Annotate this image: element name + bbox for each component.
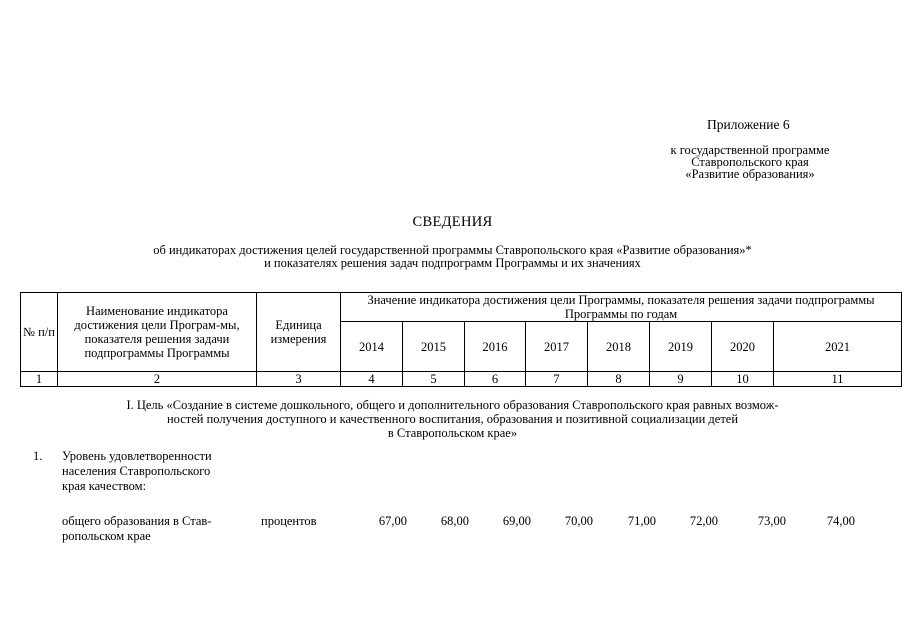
section-heading-line: ностей получения доступного и качественного воспитания, образования и позитивной социализации детей <box>166 412 739 426</box>
header-year: 2021 <box>774 322 902 372</box>
column-number: 3 <box>257 372 341 387</box>
indicator-table-header <box>20 292 902 387</box>
appendix-title: Приложение 6 <box>707 117 790 132</box>
section-heading-line: I. Цель «Создание в системе дошкольного, общего и дополнительного образования Ставропольского края равных возмож- <box>126 398 779 412</box>
document-title: СВЕДЕНИЯ <box>412 214 493 230</box>
header-values-group: Значение индикатора достижения цели Программы, показателя решения задачи подпрограммы Программы по годам <box>341 293 902 322</box>
column-number: 9 <box>650 372 712 387</box>
row-name-line: ропольском крае <box>62 529 151 543</box>
header-num: № п/п <box>21 293 58 372</box>
header-year: 2015 <box>403 322 465 372</box>
row-value-2019: 72,00 <box>689 514 718 528</box>
row-name-line: общего образования в Став- <box>62 514 212 528</box>
document-subtitle-line: об индикаторах достижения целей государственной программы Ставропольского края «Развитие образования»* <box>153 243 752 257</box>
header-year: 2020 <box>712 322 774 372</box>
column-number: 11 <box>774 372 902 387</box>
column-number: 1 <box>21 372 58 387</box>
row-value-2016: 69,00 <box>502 514 531 528</box>
column-number: 4 <box>341 372 403 387</box>
appendix-line: «Развитие образования» <box>685 167 815 181</box>
column-number: 2 <box>58 372 257 387</box>
row-number: 1. <box>33 449 43 463</box>
header-year: 2019 <box>650 322 712 372</box>
header-indicator-name: Наименование индикатора достижения цели Програм-мы, показателя решения задачи подпрограммы Программы <box>58 293 257 372</box>
row-name-line: Уровень удовлетворенности <box>62 449 212 463</box>
header-year: 2014 <box>341 322 403 372</box>
row-name-line: края качеством: <box>62 479 147 493</box>
column-number: 7 <box>526 372 588 387</box>
section-heading-line: в Ставропольском крае» <box>387 426 518 440</box>
appendix-line: Ставропольского края <box>691 155 809 169</box>
column-number: 10 <box>712 372 774 387</box>
column-number: 8 <box>588 372 650 387</box>
row-value-2014: 67,00 <box>378 514 407 528</box>
document-subtitle-line: и показателях решения задач подпрограмм Программы и их значениях <box>264 256 641 270</box>
header-year: 2016 <box>465 322 526 372</box>
row-value-2015: 68,00 <box>440 514 469 528</box>
header-unit: Единица измерения <box>257 293 341 372</box>
appendix-line: к государственной программе <box>670 143 830 157</box>
row-unit: процентов <box>261 514 317 528</box>
row-value-2018: 71,00 <box>627 514 656 528</box>
header-year: 2018 <box>588 322 650 372</box>
column-number: 5 <box>403 372 465 387</box>
column-number: 6 <box>465 372 526 387</box>
row-value-2020: 73,00 <box>757 514 786 528</box>
header-year: 2017 <box>526 322 588 372</box>
row-value-2017: 70,00 <box>564 514 593 528</box>
row-value-2021: 74,00 <box>826 514 855 528</box>
row-name-line: населения Ставропольского <box>62 464 211 478</box>
